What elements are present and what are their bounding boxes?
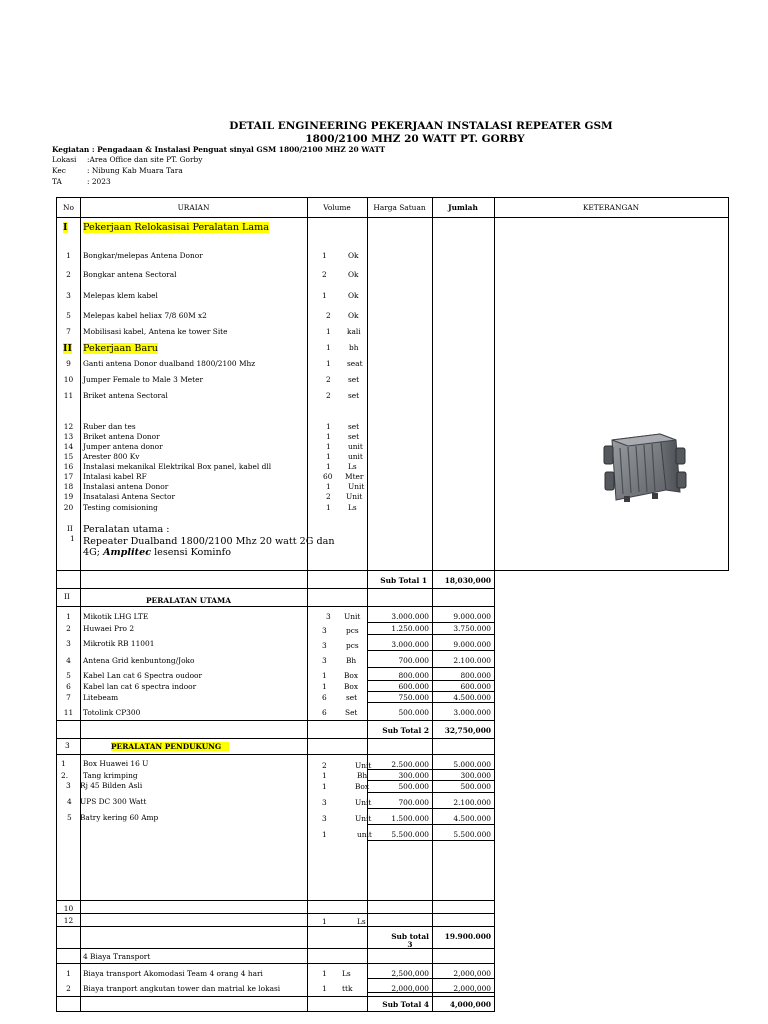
peralatan-utama-label: Peralatan utama : [83, 524, 170, 535]
table-row-vol: 1 [322, 969, 327, 978]
table-row-unit: pcs [346, 626, 359, 635]
col-header-volume: Volume [323, 203, 351, 212]
table-row-desc: Rj 45 Bilden Asli [80, 781, 143, 790]
table-row-vol: 3 [326, 612, 331, 621]
table-row-unit: Ls [348, 503, 357, 512]
table-row-desc: Kabel Lan cat 6 Spectra oudoor [83, 671, 203, 680]
table-row-jumlah: 9.000.000 [453, 640, 491, 649]
table-row-desc: Ruber dan tes [83, 422, 136, 431]
table-row-no: 4 [66, 656, 71, 665]
table-row-no: 2 [66, 270, 71, 279]
table-row-desc: Biaya tranport angkutan tower dan matrial ke lokasi [83, 984, 281, 993]
table-row-vol: 1 [326, 452, 331, 461]
table-row-vol: 1 [322, 671, 327, 680]
peralatan-no-2: 1 [70, 534, 75, 543]
table-row-vol: 6 [322, 693, 327, 702]
table-row-no: 17 [63, 472, 74, 481]
col-header-no: No [63, 203, 74, 212]
kegiatan-text: Kegiatan : Pengadaan & Instalasi Penguat sinyal GSM 1800/2100 MHZ 20 WATT [52, 145, 386, 154]
table-row-unit: Ok [348, 251, 359, 260]
col-header-keterangan: KETERANGAN [582, 203, 640, 212]
table-row-no: 13 [63, 432, 74, 441]
table-row-desc: Intalasi kabel RF [83, 472, 147, 481]
table-row-unit: Set [345, 708, 358, 717]
table-row-vol: 1 [322, 782, 327, 791]
table-row-vol: 2 [322, 761, 327, 770]
table-row-no: 4 [67, 797, 72, 806]
table-row-desc: Biaya transport Akomodasi Team 4 orang 4 hari [83, 969, 263, 978]
table-row-desc: Arester 800 Kv [83, 452, 140, 461]
row-12-no: 12 [63, 916, 74, 925]
lokasi-value: :Area Office dan site PT. Gorby [87, 155, 203, 164]
table-row-unit: ttk [342, 984, 353, 993]
table-row-desc: Jumper antena donor [83, 442, 163, 451]
table-row-unit: Box [355, 782, 370, 791]
table-row-harga: 1.500.000 [391, 814, 429, 823]
table-row-desc: Kabel lan cat 6 spectra indoor [83, 682, 197, 691]
repeater-device-image [596, 430, 692, 506]
table-row-unit: set [348, 375, 360, 384]
kec-label: Kec [52, 166, 66, 175]
table-row-harga: 500.000 [398, 782, 429, 791]
table-row-desc: Ganti antena Donor dualband 1800/2100 Mhz [83, 359, 256, 368]
table-row-harga: 3.000.000 [391, 640, 429, 649]
sec2-title: Pekerjaan Baru [83, 343, 158, 354]
table-row-no: 7 [66, 327, 71, 336]
table-row-vol: 3 [322, 798, 327, 807]
table-row-vol: 3 [322, 656, 327, 665]
subtotal-1-value: 18,030,000 [444, 576, 491, 585]
table-row-vol: 2 [326, 492, 331, 501]
table-row-vol: 1 [322, 251, 327, 260]
subtotal-3-value: 19.900.000 [444, 932, 491, 941]
table-row-vol: 3 [322, 814, 327, 823]
table-row-harga: 700.000 [398, 656, 429, 665]
table-row-vol: 60 [323, 472, 333, 481]
table-row-unit: Unit [344, 612, 361, 621]
row-10-no: 10 [63, 904, 74, 913]
table-row-harga: 2.500.000 [391, 760, 429, 769]
col-header-jumlah: Jumlah [448, 203, 478, 212]
table-row-jumlah: 4.500.000 [453, 814, 491, 823]
table-row-jumlah: 9.000.000 [453, 612, 491, 621]
table-row-no: 2. [61, 771, 69, 780]
table-row-desc: Melepas klem kabel [83, 291, 158, 300]
table-row-jumlah: 2,000,000 [453, 984, 491, 993]
subtotal-4-label: Sub Total 4 [382, 1000, 429, 1009]
doc-subtitle: 1800/2100 MHZ 20 WATT PT. GORBY [305, 133, 525, 145]
table-row-jumlah: 2,000,000 [453, 969, 491, 978]
table-row-desc: Melepas kabel heliax 7/8 60M x2 [83, 311, 207, 320]
table-row-jumlah: 3.750.000 [453, 624, 491, 633]
table-row-desc: Bongkar antena Sectoral [83, 270, 177, 279]
sec4-no: 3 [65, 741, 70, 750]
table-row-no: 16 [63, 462, 74, 471]
table-row-harga: 700.000 [398, 798, 429, 807]
table-row-vol: 1 [326, 327, 331, 336]
table-row-no: 10 [63, 375, 74, 384]
table-row-harga: 2,500,000 [391, 969, 429, 978]
table-row-unit: Unit [348, 482, 365, 491]
subtotal-2-value: 32,750,000 [444, 726, 491, 735]
table-row-no: 1 [61, 759, 66, 768]
table-row-jumlah: 300.000 [460, 771, 491, 780]
table-row-no: 5 [66, 671, 71, 680]
table-row-unit: Ok [348, 311, 359, 320]
table-row-unit: Unit [355, 798, 372, 807]
table-row-desc: Instalasi antena Donor [83, 482, 169, 491]
ta-value: : 2023 [87, 177, 111, 186]
table-row-jumlah: 2.100.000 [453, 656, 491, 665]
table-row-unit: unit [348, 452, 363, 461]
table-row-harga: 600.000 [398, 682, 429, 691]
table-row-vol: 3 [322, 626, 327, 635]
table-row-unit: unit [357, 830, 372, 839]
table-row-unit: Unit [355, 814, 372, 823]
table-row-unit: set [348, 432, 360, 441]
table-row-no: 18 [63, 482, 74, 491]
table-row-no: 3 [66, 781, 71, 790]
table-row-vol: 1 [326, 462, 331, 471]
table-row-no: 1 [66, 612, 71, 621]
table-row-harga: 750.000 [398, 693, 429, 702]
table-row-desc: Bongkar/melepas Antena Donor [83, 251, 203, 260]
brand-suffix: lesensi Kominfo [151, 547, 232, 558]
table-row-harga: 3.000.000 [391, 612, 429, 621]
subtotal-1-label: Sub Total 1 [380, 576, 427, 585]
table-row-no: 5 [66, 311, 71, 320]
table-row-harga: 800.000 [398, 671, 429, 680]
table-row-unit: kali [347, 327, 361, 336]
table-row-jumlah: 5.000.000 [453, 760, 491, 769]
table-row-desc: Briket antena Donor [83, 432, 160, 441]
table-row-harga: 2,000,000 [391, 984, 429, 993]
table-row-desc: Totolink CP300 [83, 708, 141, 717]
table-row-unit: Box [344, 682, 359, 691]
table-row-no: 3 [66, 291, 71, 300]
table-row-jumlah: 600.000 [460, 682, 491, 691]
table-row-jumlah: 4.500.000 [453, 693, 491, 702]
peralatan-utama-desc: Repeater Dualband 1800/2100 Mhz 20 watt 2G dan [83, 536, 335, 547]
table-row-unit: Ls [342, 969, 351, 978]
table-row-vol: 2 [326, 391, 331, 400]
table-row-desc: Mikrotik RB 11001 [83, 639, 155, 648]
table-row-desc: Instalasi mekanikal Elektrikal Box panel, kabel dll [83, 462, 272, 471]
table-row-desc: Mobilisasi kabel, Antena ke tower Site [83, 327, 228, 336]
table-row-desc: Briket antena Sectoral [83, 391, 168, 400]
table-row-jumlah: 5.500.000 [453, 830, 491, 839]
sec3-no: II [64, 592, 70, 601]
subtotal-3-label-num: 3 [407, 940, 413, 949]
table-row-no: 1 [66, 251, 71, 260]
table-row-jumlah: 800.000 [460, 671, 491, 680]
kec-value: : Nibung Kab Muara Tara [87, 166, 183, 175]
sec1-title: Pekerjaan Relokasisai Peralatan Lama [83, 222, 269, 233]
col-header-harga: Harga Satuan [373, 203, 426, 212]
table-row-no: 2 [66, 984, 71, 993]
table-row-vol: 1 [322, 830, 327, 839]
peralatan-utama-brand-line [83, 547, 231, 558]
table-row-unit: Mter [345, 472, 364, 481]
table-row-desc: Litebeam [83, 693, 119, 702]
table-row-jumlah: 500.000 [460, 782, 491, 791]
sec5-title: 4 Biaya Transport [83, 952, 151, 961]
table-row-vol: 2 [322, 270, 327, 279]
subtotal-3-label: Sub total [391, 932, 429, 941]
table-row-no: 20 [63, 503, 74, 512]
table-row-harga: 1.250.000 [391, 624, 429, 633]
table-row-no: 5 [67, 813, 72, 822]
table-row-jumlah: 2.100.000 [453, 798, 491, 807]
peralatan-no-1: II [67, 524, 73, 533]
table-row-desc: Box Huawei 16 U [83, 759, 149, 768]
table-row-desc: Mikotik LHG LTE [83, 612, 149, 621]
table-row-jumlah: 3.000.000 [453, 708, 491, 717]
table-row-desc: Insatalasi Antena Sector [83, 492, 176, 501]
sec2-unit: bh [349, 343, 359, 352]
brand-prefix: 4G; [83, 547, 104, 558]
table-row-desc: UPS DC 300 Watt [80, 797, 147, 806]
table-row-vol: 1 [326, 482, 331, 491]
subtotal-4-value: 4,000,000 [449, 1000, 491, 1009]
table-row-vol: 1 [326, 503, 331, 512]
table-row-no: 7 [66, 693, 71, 702]
table-row-no: 15 [63, 452, 74, 461]
table-row-unit: Box [344, 671, 359, 680]
table-row-no: 9 [66, 359, 71, 368]
table-row-unit: set [346, 693, 358, 702]
sec2-no: II [63, 343, 72, 354]
table-row-harga: 300.000 [398, 771, 429, 780]
table-row-vol: 3 [322, 641, 327, 650]
table-row-vol: 1 [322, 682, 327, 691]
table-row-desc: Huwaei Pro 2 [83, 624, 135, 633]
table-row-vol: 1 [326, 359, 331, 368]
table-row-unit: seat [347, 359, 363, 368]
table-row-vol: 1 [322, 771, 327, 780]
ta-label: TA [52, 177, 62, 186]
table-row-unit: set [348, 422, 360, 431]
table-row-vol: 2 [326, 311, 331, 320]
table-row-unit: Ls [348, 462, 357, 471]
table-row-no: 6 [66, 682, 71, 691]
sec3-title: PERALATAN UTAMA [146, 596, 231, 605]
table-row-unit: Bh [346, 656, 357, 665]
table-row-desc: Batry kering 60 Amp [80, 813, 159, 822]
table-row-harga: 5.500.000 [391, 830, 429, 839]
table-row-unit: unit [348, 442, 363, 451]
table-row-no: 12 [63, 422, 74, 431]
table-row-no: 1 [66, 969, 71, 978]
table-row-unit: Bh [357, 771, 368, 780]
sec4-title: PERALATAN PENDUKUNG [111, 742, 229, 751]
table-row-unit: set [348, 391, 360, 400]
table-row-desc: Testing comisioning [83, 503, 158, 512]
lokasi-label: Lokasi [52, 155, 77, 164]
table-row-unit: Unit [346, 492, 363, 501]
table-row-vol: 1 [322, 984, 327, 993]
table-row-desc: Tang krimping [83, 771, 138, 780]
table-row-desc: Jumper Female to Male 3 Meter [83, 375, 204, 384]
table-row-no: 11 [63, 391, 74, 400]
table-row-harga: 500.000 [398, 708, 429, 717]
row-12-unit: Ls [357, 917, 366, 926]
table-row-no: 11 [63, 708, 74, 717]
table-row-no: 19 [63, 492, 74, 501]
doc-title: DETAIL ENGINEERING PEKERJAAN INSTALASI REPEATER GSM [229, 120, 613, 132]
sec1-no: I [63, 222, 68, 233]
table-row-vol: 2 [326, 375, 331, 384]
table-row-vol: 1 [326, 422, 331, 431]
table-row-no: 3 [66, 639, 71, 648]
sec2-vol: 1 [326, 343, 331, 352]
table-row-unit: pcs [346, 641, 359, 650]
table-row-unit: Unit [355, 761, 372, 770]
table-row-desc: Antena Grid kenbuntong/Joko [83, 656, 195, 665]
table-row-vol: 1 [322, 291, 327, 300]
table-row-unit: Ok [348, 291, 359, 300]
table-row-no: 2 [66, 624, 71, 633]
row-12-vol: 1 [322, 917, 327, 926]
table-row-unit: Ok [348, 270, 359, 279]
table-row-vol: 1 [326, 432, 331, 441]
brand-name: Amplitec [103, 547, 152, 558]
table-row-vol: 6 [322, 708, 327, 717]
subtotal-2-label: Sub Total 2 [382, 726, 429, 735]
table-row-no: 14 [63, 442, 74, 451]
col-header-uraian: URAIAN [177, 203, 210, 212]
table-row-vol: 1 [326, 442, 331, 451]
